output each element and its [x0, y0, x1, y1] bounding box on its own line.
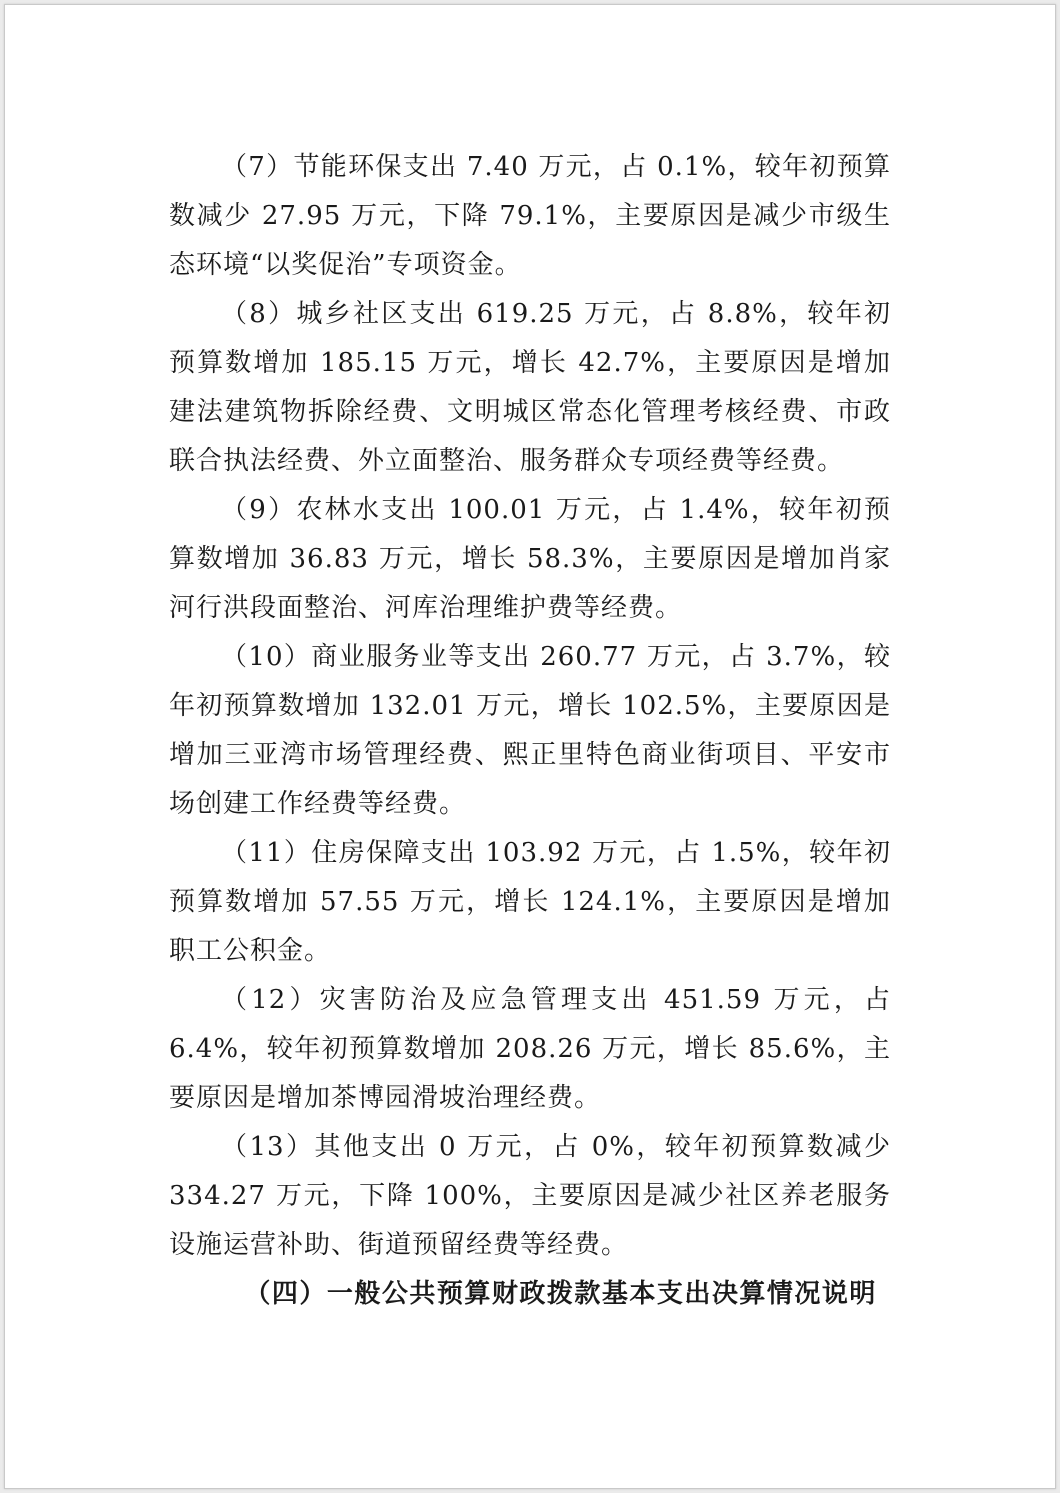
paragraph-housing-security: （11）住房保障支出 103.92 万元，占 1.5%，较年初预算数增加 57.55 万元，增长 124.1%，主要原因是增加职工公积金。	[169, 838, 891, 966]
paragraph-disaster-prevention: （12）灾害防治及应急管理支出 451.59 万元，占 6.4%，较年初预算数增加 208.26 万元，增长 85.6%，主要原因是增加茶博园滑坡治理经费。	[169, 985, 891, 1113]
section-heading: （四）一般公共预算财政拨款基本支出决算情况说明	[244, 1279, 877, 1309]
document-page	[4, 4, 1056, 1489]
paragraph-energy-conservation: （7）节能环保支出 7.40 万元，占 0.1%，较年初预算数减少 27.95 万元，下降 79.1%，主要原因是减少市级生态环境“以奖促治”专项资金。	[169, 152, 891, 280]
paragraph-other-expenditure: （13）其他支出 0 万元，占 0%，较年初预算数减少 334.27 万元，下降 100%，主要原因是减少社区养老服务设施运营补助、街道预留经费等经费。	[169, 1132, 891, 1260]
document-body	[169, 143, 891, 1319]
paragraph-agriculture-forestry-water: （9）农林水支出 100.01 万元，占 1.4%，较年初预算数增加 36.83 万元，增长 58.3%，主要原因是增加肖家河行洪段面整治、河库治理维护费等经费。	[169, 495, 891, 623]
paragraph-commercial-services: （10）商业服务业等支出 260.77 万元，占 3.7%，较年初预算数增加 132.01 万元，增长 102.5%，主要原因是增加三亚湾市场管理经费、熙正里特色商业街项目、平安市场创建工作经费等经费。	[169, 642, 891, 819]
paragraph-urban-rural-community: （8）城乡社区支出 619.25 万元，占 8.8%，较年初预算数增加 185.15 万元，增长 42.7%，主要原因是增加建法建筑物拆除经费、文明城区常态化管理考核经费、市政联合执法经费、外立面整治、服务群众专项经费等经费。	[169, 299, 891, 476]
